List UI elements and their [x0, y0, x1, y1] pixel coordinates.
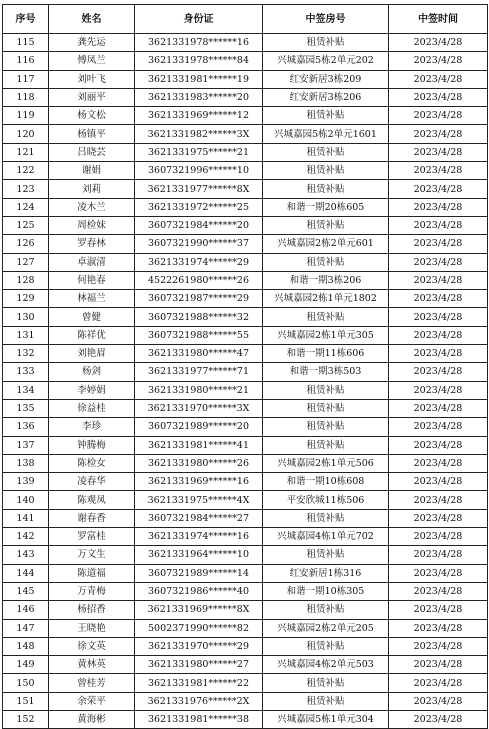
cell-room-number: 租赁补贴 — [263, 216, 389, 234]
cell-draw-date: 2023/4/28 — [389, 271, 488, 289]
table-row — [3, 290, 488, 308]
cell-room-number: 和谐一期3栋503 — [263, 363, 389, 381]
cell-id-card: 3621331981******41 — [135, 436, 263, 454]
cell-room-number: 平安欣城11栋506 — [263, 491, 389, 509]
cell-name: 黄海彬 — [49, 710, 135, 728]
cell-name: 余荣平 — [49, 692, 135, 710]
cell-name: 刘莉 — [49, 180, 135, 198]
cell-draw-date: 2023/4/28 — [389, 88, 488, 106]
cell-serial-number: 140 — [3, 491, 49, 509]
cell-id-card: 3621331978******16 — [135, 34, 263, 52]
cell-id-card: 3621331970******29 — [135, 637, 263, 655]
cell-name: 凌春华 — [49, 473, 135, 491]
cell-name: 万青梅 — [49, 582, 135, 600]
cell-name: 杨剑 — [49, 363, 135, 381]
cell-draw-date: 2023/4/28 — [389, 692, 488, 710]
table-row — [3, 381, 488, 399]
cell-id-card: 3621331964******10 — [135, 546, 263, 564]
table-row — [3, 491, 488, 509]
cell-room-number: 红安新居1栋316 — [263, 564, 389, 582]
cell-name: 谢娟 — [49, 162, 135, 180]
cell-draw-date: 2023/4/28 — [389, 180, 488, 198]
cell-draw-date: 2023/4/28 — [389, 253, 488, 271]
cell-draw-date: 2023/4/28 — [389, 418, 488, 436]
cell-draw-date: 2023/4/28 — [389, 528, 488, 546]
cell-id-card: 3607321986******40 — [135, 582, 263, 600]
table-row — [3, 180, 488, 198]
cell-id-card: 3621331981******22 — [135, 674, 263, 692]
cell-id-card: 3621331978******84 — [135, 52, 263, 70]
table-row — [3, 326, 488, 344]
cell-room-number: 租赁补贴 — [263, 546, 389, 564]
cell-room-number: 兴城嘉园2栋2单元601 — [263, 235, 389, 253]
cell-name: 陈祥优 — [49, 326, 135, 344]
cell-name: 吕晓芸 — [49, 143, 135, 161]
cell-serial-number: 139 — [3, 473, 49, 491]
cell-room-number: 租赁补贴 — [263, 162, 389, 180]
cell-name: 罗春林 — [49, 235, 135, 253]
cell-name: 陈道福 — [49, 564, 135, 582]
cell-name: 杨镇平 — [49, 125, 135, 143]
table-row — [3, 637, 488, 655]
cell-room-number: 兴城嘉园5栋2单元1601 — [263, 125, 389, 143]
table-row — [3, 88, 488, 106]
cell-room-number: 兴城嘉园2栋1单元1802 — [263, 290, 389, 308]
cell-id-card: 3607321989******20 — [135, 418, 263, 436]
table-row — [3, 436, 488, 454]
cell-id-card: 3607321990******37 — [135, 235, 263, 253]
table-row — [3, 52, 488, 70]
cell-serial-number: 128 — [3, 271, 49, 289]
cell-name: 徐益桂 — [49, 399, 135, 417]
table-row — [3, 34, 488, 52]
cell-serial-number: 120 — [3, 125, 49, 143]
table-row — [3, 619, 488, 637]
table-row — [3, 198, 488, 216]
cell-draw-date: 2023/4/28 — [389, 546, 488, 564]
table-row — [3, 418, 488, 436]
cell-room-number: 租赁补贴 — [263, 143, 389, 161]
cell-room-number: 租赁补贴 — [263, 34, 389, 52]
cell-id-card: 3621331977******71 — [135, 363, 263, 381]
table-row — [3, 253, 488, 271]
cell-room-number: 租赁补贴 — [263, 436, 389, 454]
table-row — [3, 345, 488, 363]
cell-name: 曾健 — [49, 308, 135, 326]
cell-draw-date: 2023/4/28 — [389, 637, 488, 655]
cell-room-number: 租赁补贴 — [263, 253, 389, 271]
cell-name: 凌木兰 — [49, 198, 135, 216]
cell-id-card: 3621331974******29 — [135, 253, 263, 271]
cell-id-card: 3621331980******47 — [135, 345, 263, 363]
table-row — [3, 454, 488, 472]
cell-id-card: 3621331983******20 — [135, 88, 263, 106]
cell-draw-date: 2023/4/28 — [389, 107, 488, 125]
cell-id-card: 3621331982******3X — [135, 125, 263, 143]
cell-room-number: 兴城嘉园2栋1单元506 — [263, 454, 389, 472]
cell-draw-date: 2023/4/28 — [389, 52, 488, 70]
table-row — [3, 162, 488, 180]
cell-id-card: 5002371990******82 — [135, 619, 263, 637]
table-row — [3, 692, 488, 710]
cell-draw-date: 2023/4/28 — [389, 290, 488, 308]
cell-name: 陈检女 — [49, 454, 135, 472]
cell-name: 刘艳眉 — [49, 345, 135, 363]
cell-serial-number: 125 — [3, 216, 49, 234]
cell-room-number: 红安新居3栋206 — [263, 88, 389, 106]
cell-serial-number: 134 — [3, 381, 49, 399]
table-row — [3, 674, 488, 692]
cell-name: 钟腾梅 — [49, 436, 135, 454]
cell-name: 罗富桂 — [49, 528, 135, 546]
cell-serial-number: 147 — [3, 619, 49, 637]
cell-serial-number: 151 — [3, 692, 49, 710]
cell-serial-number: 145 — [3, 582, 49, 600]
table-row — [3, 656, 488, 674]
cell-id-card: 3607321988******32 — [135, 308, 263, 326]
cell-serial-number: 126 — [3, 235, 49, 253]
cell-name: 卓淑清 — [49, 253, 135, 271]
cell-room-number: 租赁补贴 — [263, 692, 389, 710]
cell-name: 何艳春 — [49, 271, 135, 289]
table-row — [3, 235, 488, 253]
cell-draw-date: 2023/4/28 — [389, 454, 488, 472]
header-draw-date: 中签时间 — [389, 5, 488, 34]
cell-id-card: 3607321989******14 — [135, 564, 263, 582]
table-row — [3, 107, 488, 125]
cell-id-card: 3621331972******25 — [135, 198, 263, 216]
cell-serial-number: 148 — [3, 637, 49, 655]
cell-serial-number: 122 — [3, 162, 49, 180]
cell-name: 刘叶飞 — [49, 70, 135, 88]
cell-name: 曾桂芳 — [49, 674, 135, 692]
table-row — [3, 308, 488, 326]
cell-id-card: 3621331975******4X — [135, 491, 263, 509]
cell-serial-number: 143 — [3, 546, 49, 564]
cell-room-number: 租赁补贴 — [263, 107, 389, 125]
cell-serial-number: 136 — [3, 418, 49, 436]
cell-serial-number: 138 — [3, 454, 49, 472]
cell-room-number: 和谐一期11栋606 — [263, 345, 389, 363]
cell-id-card: 3621331980******27 — [135, 656, 263, 674]
cell-serial-number: 133 — [3, 363, 49, 381]
cell-room-number: 租赁补贴 — [263, 418, 389, 436]
cell-draw-date: 2023/4/28 — [389, 34, 488, 52]
cell-serial-number: 149 — [3, 656, 49, 674]
cell-id-card: 3621331981******38 — [135, 710, 263, 728]
table-row — [3, 582, 488, 600]
cell-name: 龚先运 — [49, 34, 135, 52]
cell-room-number: 兴城嘉园4栋2单元503 — [263, 656, 389, 674]
cell-room-number: 兴城嘉园5栋2单元202 — [263, 52, 389, 70]
cell-serial-number: 142 — [3, 528, 49, 546]
cell-draw-date: 2023/4/28 — [389, 601, 488, 619]
cell-name: 王晓艳 — [49, 619, 135, 637]
cell-room-number: 租赁补贴 — [263, 674, 389, 692]
table-row — [3, 125, 488, 143]
cell-id-card: 3621331975******21 — [135, 143, 263, 161]
cell-room-number: 租赁补贴 — [263, 180, 389, 198]
cell-id-card: 3621331980******26 — [135, 454, 263, 472]
cell-serial-number: 121 — [3, 143, 49, 161]
cell-room-number: 租赁补贴 — [263, 637, 389, 655]
table-row — [3, 70, 488, 88]
table-row — [3, 601, 488, 619]
cell-name: 周检妹 — [49, 216, 135, 234]
cell-draw-date: 2023/4/28 — [389, 564, 488, 582]
table-header-row — [3, 5, 488, 34]
cell-name: 李珍 — [49, 418, 135, 436]
cell-id-card: 3621331969******16 — [135, 473, 263, 491]
cell-draw-date: 2023/4/28 — [389, 143, 488, 161]
cell-draw-date: 2023/4/28 — [389, 582, 488, 600]
cell-draw-date: 2023/4/28 — [389, 509, 488, 527]
cell-draw-date: 2023/4/28 — [389, 162, 488, 180]
cell-id-card: 3621331969******12 — [135, 107, 263, 125]
table-row — [3, 216, 488, 234]
cell-id-card: 3607321984******27 — [135, 509, 263, 527]
cell-id-card: 3621331970******3X — [135, 399, 263, 417]
cell-name: 谢春香 — [49, 509, 135, 527]
cell-name: 黄林英 — [49, 656, 135, 674]
cell-draw-date: 2023/4/28 — [389, 345, 488, 363]
cell-room-number: 兴城嘉园4栋1单元702 — [263, 528, 389, 546]
cell-draw-date: 2023/4/28 — [389, 308, 488, 326]
cell-id-card: 3621331976******2X — [135, 692, 263, 710]
cell-name: 杨招香 — [49, 601, 135, 619]
cell-serial-number: 115 — [3, 34, 49, 52]
cell-serial-number: 118 — [3, 88, 49, 106]
cell-draw-date: 2023/4/28 — [389, 656, 488, 674]
cell-name: 林福兰 — [49, 290, 135, 308]
cell-draw-date: 2023/4/28 — [389, 125, 488, 143]
table-body — [3, 34, 488, 729]
header-serial-number: 序号 — [3, 5, 49, 34]
cell-room-number: 和谐一期3栋206 — [263, 271, 389, 289]
table-row — [3, 546, 488, 564]
cell-room-number: 兴城嘉园2栋1单元305 — [263, 326, 389, 344]
cell-id-card: 3621331981******19 — [135, 70, 263, 88]
header-room-number: 中签房号 — [263, 5, 389, 34]
cell-room-number: 租赁补贴 — [263, 601, 389, 619]
cell-draw-date: 2023/4/28 — [389, 326, 488, 344]
cell-name: 万文生 — [49, 546, 135, 564]
cell-serial-number: 127 — [3, 253, 49, 271]
cell-draw-date: 2023/4/28 — [389, 473, 488, 491]
cell-draw-date: 2023/4/28 — [389, 235, 488, 253]
cell-serial-number: 117 — [3, 70, 49, 88]
cell-serial-number: 130 — [3, 308, 49, 326]
cell-serial-number: 132 — [3, 345, 49, 363]
cell-name: 陈观凤 — [49, 491, 135, 509]
cell-room-number: 租赁补贴 — [263, 308, 389, 326]
cell-draw-date: 2023/4/28 — [389, 363, 488, 381]
cell-room-number: 兴城嘉园5栋1单元304 — [263, 710, 389, 728]
cell-serial-number: 123 — [3, 180, 49, 198]
cell-serial-number: 137 — [3, 436, 49, 454]
cell-draw-date: 2023/4/28 — [389, 381, 488, 399]
cell-id-card: 3621331977******8X — [135, 180, 263, 198]
cell-serial-number: 141 — [3, 509, 49, 527]
cell-draw-date: 2023/4/28 — [389, 491, 488, 509]
cell-room-number: 红安新居3栋209 — [263, 70, 389, 88]
cell-room-number: 和谐一期10栋305 — [263, 582, 389, 600]
cell-draw-date: 2023/4/28 — [389, 216, 488, 234]
cell-draw-date: 2023/4/28 — [389, 198, 488, 216]
cell-name: 杨文松 — [49, 107, 135, 125]
cell-id-card: 3607321987******29 — [135, 290, 263, 308]
cell-serial-number: 124 — [3, 198, 49, 216]
cell-room-number: 兴城嘉园2栋2单元205 — [263, 619, 389, 637]
table-row — [3, 509, 488, 527]
table-row — [3, 473, 488, 491]
table-row — [3, 143, 488, 161]
lottery-result-table — [2, 4, 488, 729]
table-row — [3, 399, 488, 417]
cell-serial-number: 129 — [3, 290, 49, 308]
cell-id-card: 3621331980******21 — [135, 381, 263, 399]
cell-draw-date: 2023/4/28 — [389, 619, 488, 637]
cell-room-number: 租赁补贴 — [263, 381, 389, 399]
cell-room-number: 租赁补贴 — [263, 399, 389, 417]
cell-id-card: 3607321996******10 — [135, 162, 263, 180]
cell-serial-number: 152 — [3, 710, 49, 728]
cell-name: 刘丽平 — [49, 88, 135, 106]
cell-id-card: 3607321988******55 — [135, 326, 263, 344]
cell-serial-number: 144 — [3, 564, 49, 582]
cell-serial-number: 135 — [3, 399, 49, 417]
cell-name: 李婷娟 — [49, 381, 135, 399]
cell-draw-date: 2023/4/28 — [389, 70, 488, 88]
header-name: 姓名 — [49, 5, 135, 34]
cell-room-number: 和谐一期10栋608 — [263, 473, 389, 491]
cell-name: 徐文英 — [49, 637, 135, 655]
cell-serial-number: 119 — [3, 107, 49, 125]
cell-id-card: 3621331969******8X — [135, 601, 263, 619]
cell-room-number: 租赁补贴 — [263, 509, 389, 527]
cell-id-card: 3621331974******16 — [135, 528, 263, 546]
table-row — [3, 528, 488, 546]
cell-serial-number: 150 — [3, 674, 49, 692]
cell-draw-date: 2023/4/28 — [389, 710, 488, 728]
table-row — [3, 271, 488, 289]
cell-serial-number: 146 — [3, 601, 49, 619]
cell-draw-date: 2023/4/28 — [389, 436, 488, 454]
table-row — [3, 710, 488, 728]
cell-id-card: 3607321984******20 — [135, 216, 263, 234]
cell-room-number: 和谐一期20栋605 — [263, 198, 389, 216]
cell-name: 傅凤兰 — [49, 52, 135, 70]
table-row — [3, 564, 488, 582]
cell-id-card: 4522261980******26 — [135, 271, 263, 289]
table-row — [3, 363, 488, 381]
cell-serial-number: 131 — [3, 326, 49, 344]
cell-draw-date: 2023/4/28 — [389, 674, 488, 692]
cell-draw-date: 2023/4/28 — [389, 399, 488, 417]
header-id-card: 身份证 — [135, 5, 263, 34]
cell-serial-number: 116 — [3, 52, 49, 70]
